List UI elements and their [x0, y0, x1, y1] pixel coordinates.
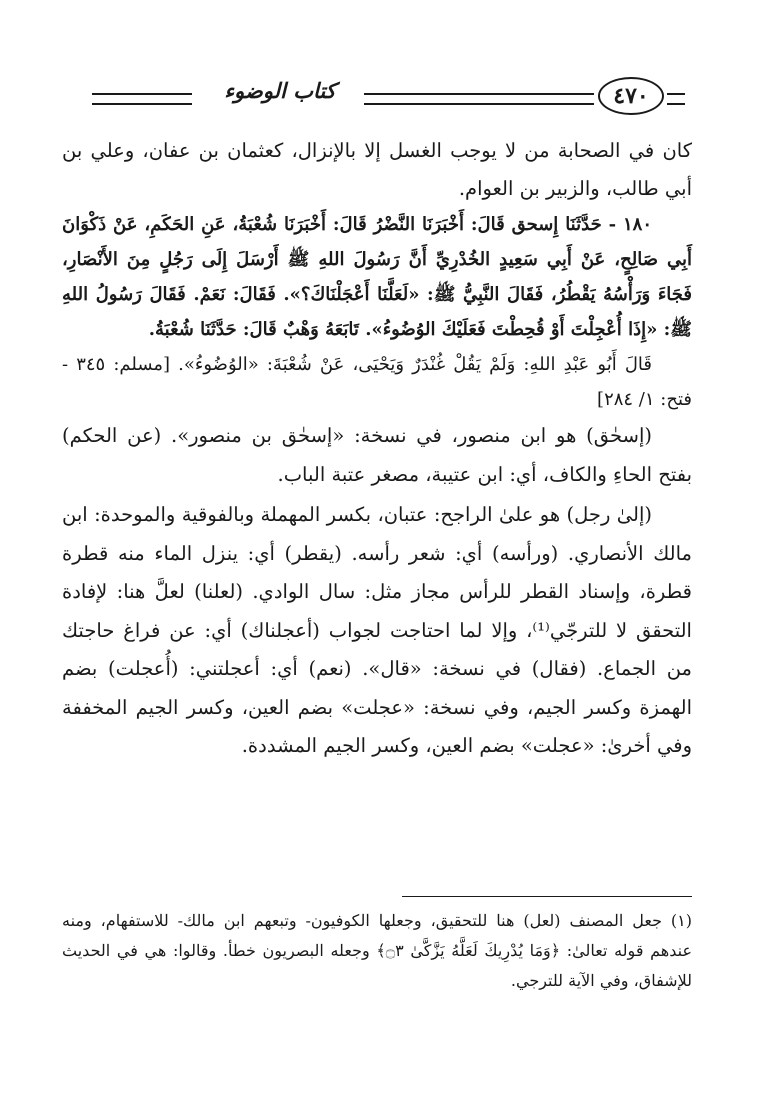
header-rule-middle: [364, 93, 594, 105]
page-number: ٤٧٠: [598, 77, 664, 115]
commentary-paragraph: (إلىٰ رجل) هو علىٰ الراجح: عتبان، بكسر المهملة وبالفوقية والموحدة: ابن مالك الأنصاري. (ورأسه) أي: شعر رأسه. (يقطر) أي: ينزل الماء منه قطرة قطرة، وإسناد القطر للرأس مجاز مثل: سال الوادي. (لعلنا) لعلَّ هنا: لإفادة التحقق لا للترجّي⁽¹⁾، وإلا لما احتاجت لجواب (أعجلناك) أي: عن فراغ حاجتك من الجماع. (فقال) في نسخة: «قال». (نعم) أي: أعجلتني: (أُعجلت) بضم الهمزة وكسر الجيم، وفي نسخة: «عجلت» بضم العين، وكسر الجيم المخففة وفي أخرىٰ: «عجلت» بضم العين، وكسر الجيم المشددة.: [62, 503, 692, 757]
header-rule-left: [92, 93, 192, 105]
page-body: [62, 132, 692, 766]
hadith-reference: قَالَ أَبُو عَبْدِ اللهِ: وَلَمْ يَقُلْ غُنْدَرٌ وَيَحْيَى، عَنْ شُعْبَةَ: «الوُضُوءُ». [مسلم: ٣٤٥ - فتح: ١/ ٢٨٤]: [62, 354, 692, 410]
book-page: [62, 60, 692, 1080]
commentary-paragraph: (إسحٰق) هو ابن منصور، في نسخة: «إسحٰق بن منصور». (عن الحكم) بفتح الحاءِ والكاف، أي: ابن عتيبة، مصغر عتبة الباب.: [62, 424, 692, 486]
footnotes: [62, 906, 692, 996]
header-rule-right: [667, 93, 685, 105]
intro-paragraph: كان في الصحابة من لا يوجب الغسل إلا بالإنزال، كعثمان بن عفان، وعلي بن أبي طالب، والزبير بن العوام.: [62, 139, 692, 200]
running-title: كتاب الوضوء: [224, 78, 336, 103]
page-header: [62, 60, 692, 130]
hadith-text: ١٨٠ - حَدَّثَنَا إِسحق قَالَ: أَخْبَرَنَا النَّضْرُ قَالَ: أَخْبَرَنَا شُعْبَةُ، عَنِ الحَكَمِ، عَنْ ذَكْوَانَ أَبِي صَالِحٍ، عَنْ أَبِي سَعِيدٍ الخُدْرِيِّ أَنَّ رَسُولَ اللهِ ﷺ أَرْسَلَ إِلَى رَجُلٍ مِنَ الأَنْصَارِ، فَجَاءَ وَرَأْسُهُ يَقْطُرُ، فَقَالَ النَّبِيُّ ﷺ: «لَعَلَّنَا أَعْجَلْنَاكَ؟». فَقَالَ: نَعَمْ. فَقَالَ رَسُولُ اللهِ ﷺ: «إِذَا أُعْجِلْتَ أَوْ قُحِطْتَ فَعَلَيْكَ الوُضُوءُ». تَابَعَهُ وَهْبٌ قَالَ: حَدَّثَنَا شُعْبَةُ.: [62, 214, 692, 340]
footnote-1: (١) جعل المصنف (لعل) هنا للتحقيق، وجعلها الكوفيون- وتبعهم ابن مالك- للاستفهام، ومنه عندهم قوله تعالىٰ: ﴿وَمَا يُدْرِيكَ لَعَلَّهُ يَزَّكَّىٰ ۝٣﴾ وجعله البصريون خطأ. وقالوا: هي في الحديث للإشفاق، وفي الآية للترجي.: [62, 911, 692, 990]
footnote-separator: [402, 896, 692, 897]
